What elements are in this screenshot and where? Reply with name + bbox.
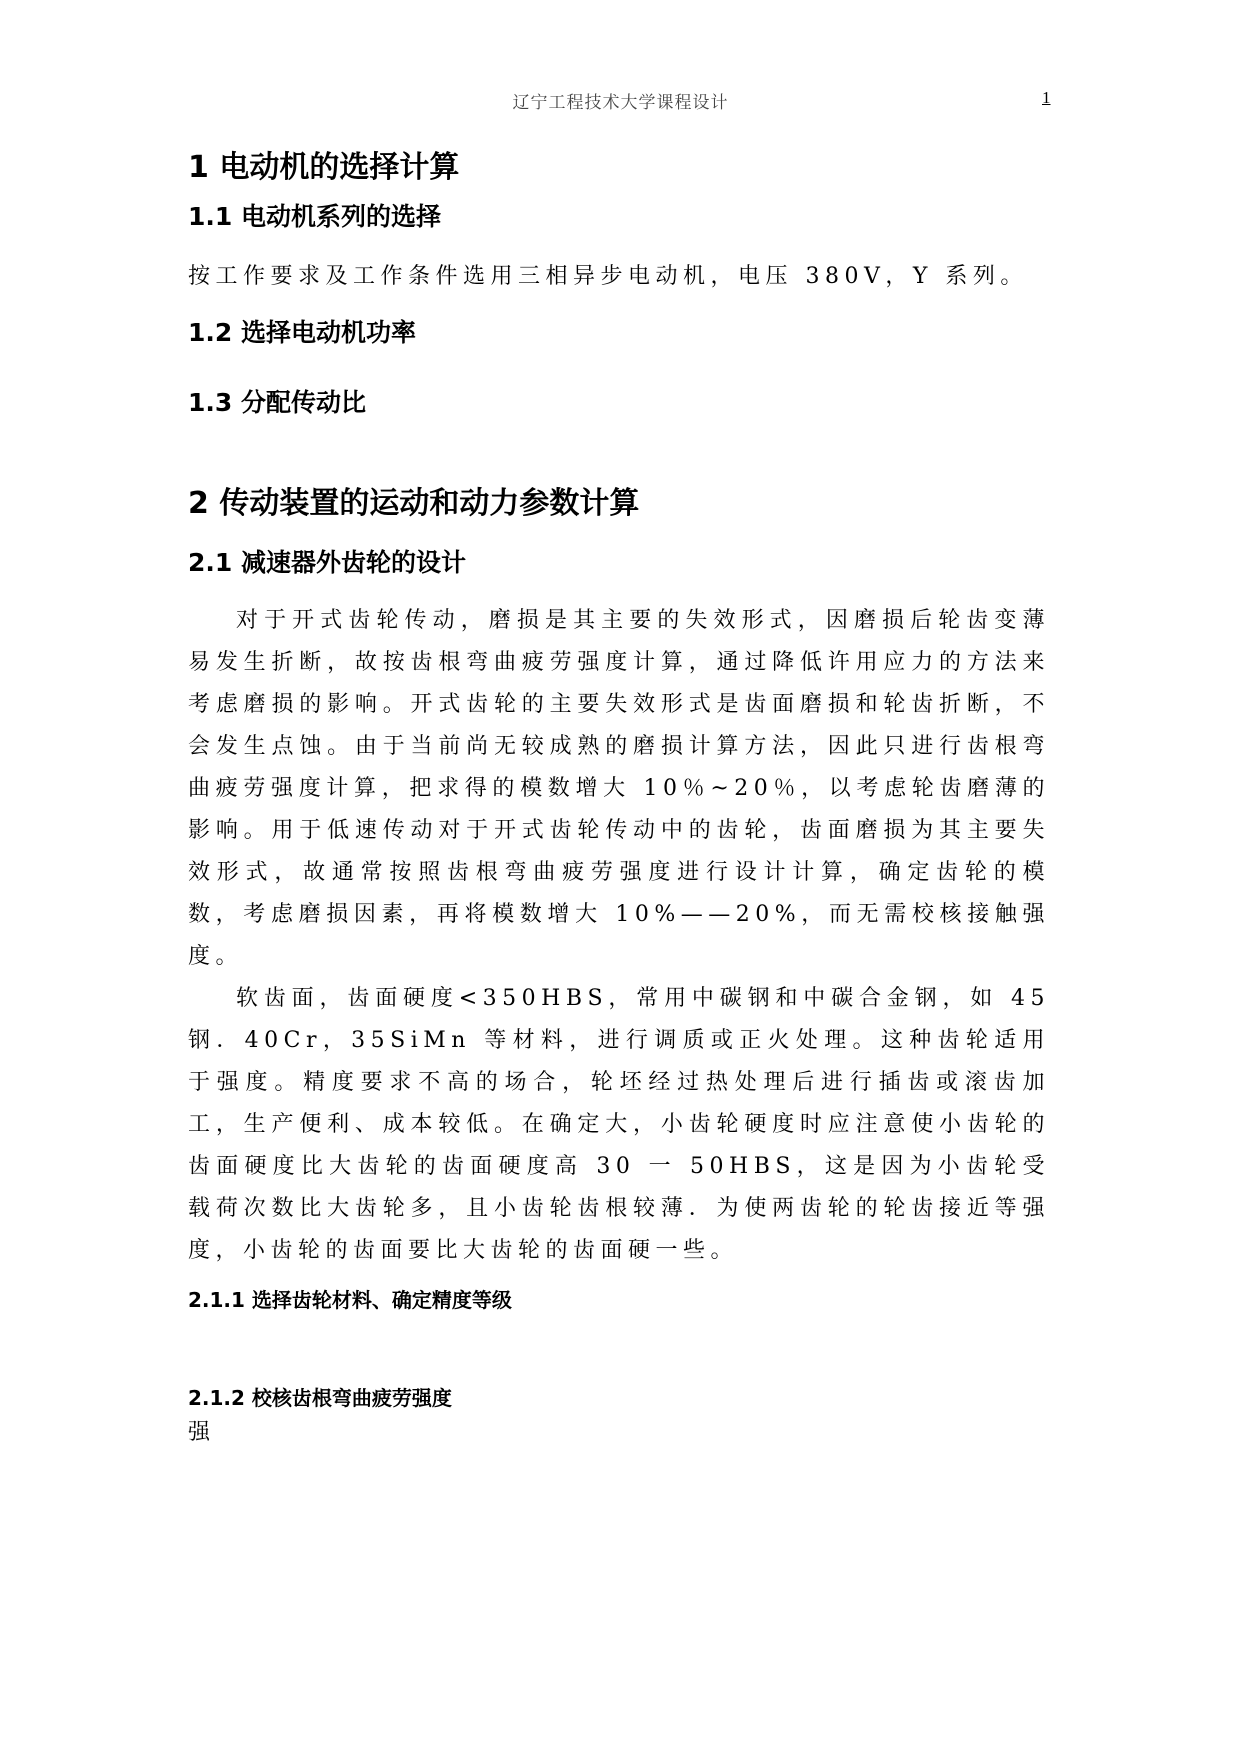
section-2-1-2-heading: 2.1.2 校核齿根弯曲疲劳强度 [188, 1386, 452, 1410]
page-number: 1 [1042, 88, 1051, 107]
section-1-1-heading: 1.1 电动机系列的选择 [188, 202, 441, 231]
section-2-1-paragraph-2: 软齿面，齿面硬度<350HBS，常用中碳钢和中碳合金钢，如 45 钢．40Cr，35SiMn 等材料，进行调质或正火处理。这种齿轮适用于强度。精度要求不高的场合，轮坯经过热处理后进行插齿或滚齿加工，生产便利、成本较低。在确定大，小齿轮硬度时应注意使小齿轮的齿面硬度比大齿轮的齿面硬度高 30 一 50HBS，这是因为小齿轮受载荷次数比大齿轮多，且小齿轮齿根较薄．为使两齿轮的轮齿接近等强度，小齿轮的齿面要比大齿轮的齿面硬一些。 [188, 986, 1050, 1263]
section-2-1-heading: 2.1 减速器外齿轮的设计 [188, 548, 466, 577]
trailing-text: 强 [188, 1420, 216, 1445]
section-2-1-paragraph-1: 对于开式齿轮传动，磨损是其主要的失效形式，因磨损后轮齿变薄易发生折断，故按齿根弯曲疲劳强度计算，通过降低许用应力的方法来考虑磨损的影响。开式齿轮的主要失效形式是齿面磨损和轮齿折断，不会发生点蚀。由于当前尚无较成熟的磨损计算方法，因此只进行齿根弯曲疲劳强度计算，把求得的模数增大 10％~20％，以考虑轮齿磨薄的影响。用于低速传动对于开式齿轮传动中的齿轮，齿面磨损为其主要失效形式，故通常按照齿根弯曲疲劳强度进行设计计算，确定齿轮的模数，考虑磨损因素，再将模数增大 10%——20%，而无需校核接触强度。 [188, 608, 1050, 969]
section-1-1-text: 按工作要求及工作条件选用三相异步电动机，电压 380V，Y 系列。 [188, 264, 1028, 289]
page-header-title: 辽宁工程技术大学课程设计 [512, 93, 729, 113]
section-2-heading: 2 传动装置的运动和动力参数计算 [188, 486, 640, 521]
section-1-heading: 1 电动机的选择计算 [188, 150, 460, 185]
section-2-1-1-heading: 2.1.1 选择齿轮材料、确定精度等级 [188, 1288, 512, 1312]
section-1-3-heading: 1.3 分配传动比 [188, 388, 366, 417]
section-1-2-heading: 1.2 选择电动机功率 [188, 318, 416, 347]
